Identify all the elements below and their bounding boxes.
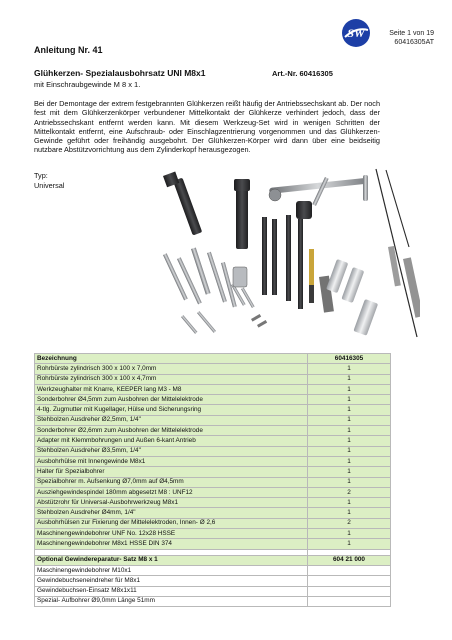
row-designation: Abstützrohr für Universal-Ausbohrwerkzeug M8x1 bbox=[35, 498, 308, 508]
product-subtitle: mit Einschraubgewinde M 8 x 1. bbox=[34, 80, 141, 89]
row-quantity: 2 bbox=[308, 518, 391, 528]
row-quantity: 1 bbox=[308, 477, 391, 487]
table-row bbox=[35, 384, 391, 394]
table-row bbox=[35, 529, 391, 539]
row-quantity bbox=[308, 586, 391, 596]
row-quantity: 1 bbox=[308, 456, 391, 466]
row-designation: 4-tlg. Zugmutter mit Kugellager, Hülse und Sicherungsring bbox=[35, 405, 308, 415]
row-designation: Maschinengewindebohrer M10x1 bbox=[35, 565, 308, 575]
table-row bbox=[35, 456, 391, 466]
table-row bbox=[35, 565, 391, 575]
row-designation: Gewindebuchsen-Einsatz M8x1x11 bbox=[35, 586, 308, 596]
row-designation: Rohrbürste zylindrisch 300 x 100 x 7,0mm bbox=[35, 364, 308, 374]
column-header-designation: Bezeichnung bbox=[35, 354, 308, 364]
row-quantity: 1 bbox=[308, 436, 391, 446]
document-code: 60416305AT bbox=[394, 39, 434, 46]
intro-paragraph: Bei der Demontage der extrem festgebrannten Glühkerzen reißt häufig der Antriebssechskant ab. Der noch fest mit dem Glühkerzenkörper verbundener Mittelkontakt der Glühkerze verhindert jedoch, dass der Antriebssechskant entfernt werden kann. Mit diesem Werkzeug-Set wird in wenigen Schritten der Mittelkontakt entfernt, eine Aufschraub- oder Einschlagzentrierung vorgenommen und das Glühkerzen-Gewinde geführt oder freihändig ausgebohrt. Der Glühkerzen-Körper wird dann über eine beidseitig nutzbare Abstützvorrichtung aus dem Zylinderkopf herausgezogen. bbox=[34, 99, 380, 155]
row-designation: Sonderbohrer Ø4,5mm zum Ausbohren der Mittelelektrode bbox=[35, 395, 308, 405]
row-quantity: 1 bbox=[308, 374, 391, 384]
parts-table bbox=[34, 353, 391, 607]
row-designation: Ausbohrhülsen zur Fixierung der Mittelelektroden, Innen- Ø 2,6 bbox=[35, 518, 308, 528]
row-quantity: 1 bbox=[308, 405, 391, 415]
page-info bbox=[389, 29, 434, 47]
row-designation: Spezial- Aufbohrer Ø9,0mm Länge 51mm bbox=[35, 596, 308, 606]
row-designation: Werkzeughalter mit Knarre, KEEPER lang M3 - M8 bbox=[35, 384, 308, 394]
product-name: Glühkerzen- Spezialausbohrsatz UNI M8x1 bbox=[34, 68, 206, 78]
row-quantity bbox=[308, 576, 391, 586]
table-row bbox=[35, 426, 391, 436]
tool-set-photo bbox=[141, 167, 420, 344]
table-row bbox=[35, 436, 391, 446]
optional-header-row bbox=[35, 555, 391, 565]
table-row bbox=[35, 539, 391, 549]
table-row bbox=[35, 586, 391, 596]
row-designation: Ausziehgewindespindel 180mm abgesetzt M8 : UNF12 bbox=[35, 487, 308, 497]
row-quantity: 1 bbox=[308, 508, 391, 518]
row-quantity: 1 bbox=[308, 426, 391, 436]
row-designation: Maschinengewindebohrer UNF No. 12x28 HSSE bbox=[35, 529, 308, 539]
product-line bbox=[34, 68, 384, 78]
table-row bbox=[35, 374, 391, 384]
row-quantity: 1 bbox=[308, 395, 391, 405]
row-quantity: 1 bbox=[308, 539, 391, 549]
table-row bbox=[35, 405, 391, 415]
type-value: Universal bbox=[34, 181, 65, 190]
row-quantity: 1 bbox=[308, 364, 391, 374]
row-designation: Sonderbohrer Ø2,6mm zum Ausbohren der Mittelelektrode bbox=[35, 426, 308, 436]
svg-text:SW: SW bbox=[347, 26, 365, 40]
table-row bbox=[35, 508, 391, 518]
row-designation: Halter für Spezialbohrer bbox=[35, 467, 308, 477]
row-designation: Gewindebuchseneindreher für M8x1 bbox=[35, 576, 308, 586]
row-designation: Stehbolzen Ausdreher Ø3,5mm, 1/4" bbox=[35, 446, 308, 456]
table-row bbox=[35, 446, 391, 456]
row-quantity: 1 bbox=[308, 529, 391, 539]
optional-set-name: Optional Gewindereparatur- Satz M8 x 1 bbox=[35, 555, 308, 565]
column-header-quantity: 60416305 bbox=[308, 354, 391, 364]
row-designation: Stehbolzen Ausdreher Ø4mm, 1/4" bbox=[35, 508, 308, 518]
row-designation: Rohrbürste zylindrisch 300 x 100 x 4,7mm bbox=[35, 374, 308, 384]
type-label: Typ: bbox=[34, 171, 48, 180]
row-designation: Spezialbohrer m. Aufsenkung Ø7,0mm auf Ø4,5mm bbox=[35, 477, 308, 487]
optional-set-number: 604 21 000 bbox=[308, 555, 391, 565]
table-row bbox=[35, 395, 391, 405]
row-designation: Adapter mit Klemmbohrungen und Außen 6-kant Antrieb bbox=[35, 436, 308, 446]
row-quantity: 1 bbox=[308, 467, 391, 477]
table-row bbox=[35, 487, 391, 497]
page-number: Seite 1 von 19 bbox=[389, 30, 434, 37]
row-quantity: 1 bbox=[308, 498, 391, 508]
company-logo bbox=[341, 18, 371, 48]
row-designation: Maschinengewindebohrer M8x1 HSSE DIN 374 bbox=[35, 539, 308, 549]
table-row bbox=[35, 467, 391, 477]
table-row bbox=[35, 477, 391, 487]
row-designation: Stehbolzen Ausdreher Ø2,5mm, 1/4" bbox=[35, 415, 308, 425]
instruction-title: Anleitung Nr. 41 bbox=[34, 45, 103, 55]
table-row bbox=[35, 498, 391, 508]
row-quantity: 1 bbox=[308, 415, 391, 425]
row-quantity bbox=[308, 565, 391, 575]
table-row bbox=[35, 576, 391, 586]
row-quantity: 2 bbox=[308, 487, 391, 497]
row-quantity: 1 bbox=[308, 446, 391, 456]
row-quantity bbox=[308, 596, 391, 606]
article-number: Art.-Nr. 60416305 bbox=[272, 69, 333, 78]
row-quantity: 1 bbox=[308, 384, 391, 394]
table-row bbox=[35, 415, 391, 425]
row-designation: Ausbohrhülse mit Innengewinde M8x1 bbox=[35, 456, 308, 466]
table-header-row bbox=[35, 354, 391, 364]
table-row bbox=[35, 596, 391, 606]
table-row bbox=[35, 518, 391, 528]
table-row bbox=[35, 364, 391, 374]
